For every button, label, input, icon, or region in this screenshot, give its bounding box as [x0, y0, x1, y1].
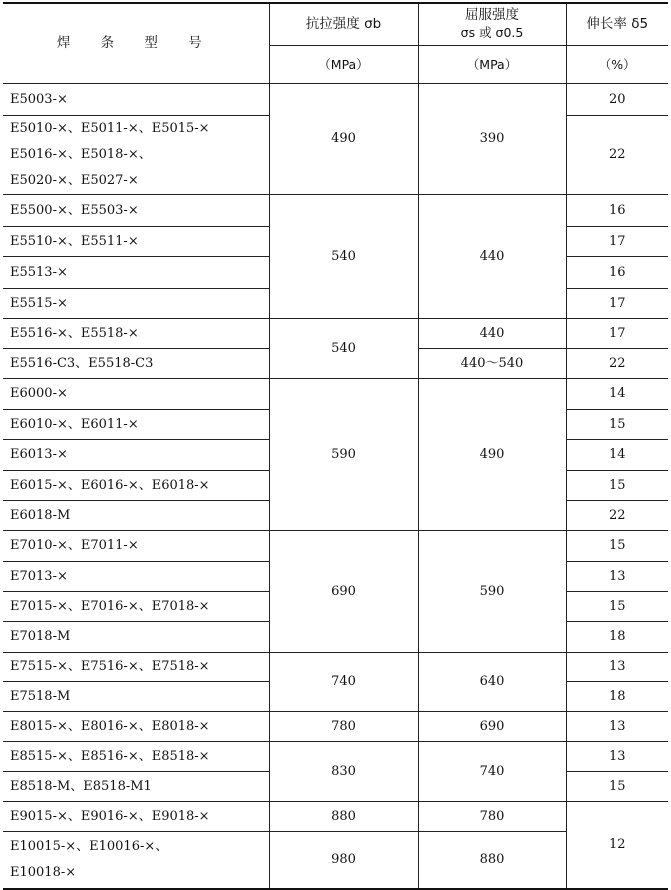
elongation-cell: 13: [566, 561, 668, 591]
tensile-cell: 490: [269, 83, 418, 194]
elongation-cell: 16: [566, 256, 668, 288]
model-line: E5020-×、E5027-×: [10, 172, 139, 188]
model-line: E5016-×、E5018-×、: [10, 146, 152, 162]
model-cell: E7018-M: [3, 621, 269, 652]
model-cell: E5516-×、E5518-×: [3, 318, 269, 348]
tensile-cell: 980: [269, 831, 418, 889]
yield-cell: 640: [418, 652, 566, 711]
elongation-cell: 15: [566, 530, 668, 561]
table-row: [3, 711, 668, 741]
model-line: E10015-×、E10016-×、: [10, 838, 169, 854]
elongation-cell: 13: [566, 652, 668, 681]
table-row: [3, 530, 668, 561]
model-cell: E8515-×、E8516-×、E8518-×: [3, 741, 269, 771]
model-cell: E6013-×: [3, 439, 269, 470]
yield-cell: 440～540: [418, 348, 566, 378]
model-cell: E5500-×、E5503-×: [3, 194, 269, 226]
model-cell: E8518-M、E8518-M1: [3, 771, 269, 801]
model-cell: E6000-×: [3, 378, 269, 409]
table-row: [3, 801, 668, 831]
tensile-cell: 880: [269, 801, 418, 831]
yield-cell: 490: [418, 378, 566, 530]
yield-cell: 740: [418, 741, 566, 801]
header-elongation: 伸长率 δ5: [566, 3, 668, 45]
tensile-cell: 830: [269, 741, 418, 801]
model-cell: E5516-C3、E5518-C3: [3, 348, 269, 378]
table-row: [3, 741, 668, 771]
header-yield-line2: σs 或 σ0.5: [460, 25, 524, 41]
elongation-cell: 20: [566, 83, 668, 115]
table-row: [3, 83, 668, 115]
elongation-cell: 15: [566, 771, 668, 801]
table-row: [3, 194, 668, 226]
elongation-cell: 22: [566, 500, 668, 530]
header-yield: [418, 3, 566, 45]
model-cell: E6010-×、E6011-×: [3, 409, 269, 439]
model-cell: E7515-×、E7516-×、E7518-×: [3, 652, 269, 681]
yield-cell: 440: [418, 194, 566, 318]
elongation-cell: 18: [566, 621, 668, 652]
model-cell: E6015-×、E6016-×、E6018-×: [3, 470, 269, 500]
elongation-cell: 17: [566, 288, 668, 318]
header-yield-line1: 屈服强度: [465, 7, 519, 24]
tensile-cell: 590: [269, 378, 418, 530]
model-cell: E8015-×、E8016-×、E8018-×: [3, 711, 269, 741]
yield-cell: 880: [418, 831, 566, 889]
yield-cell: 440: [418, 318, 566, 348]
header-model: 焊 条 型 号: [3, 3, 269, 83]
model-cell: [3, 831, 269, 889]
model-cell: E7518-M: [3, 681, 269, 711]
elongation-cell: 15: [566, 591, 668, 621]
elongation-cell: 16: [566, 194, 668, 226]
elongation-cell: 12: [566, 801, 668, 889]
yield-cell: 690: [418, 711, 566, 741]
elongation-cell: 13: [566, 711, 668, 741]
elongation-cell: 18: [566, 681, 668, 711]
tensile-cell: 780: [269, 711, 418, 741]
unit-tensile: （MPa）: [269, 45, 418, 83]
yield-cell: 590: [418, 530, 566, 652]
model-cell: E5513-×: [3, 256, 269, 288]
model-cell: E6018-M: [3, 500, 269, 530]
table-row: [3, 378, 668, 409]
elongation-cell: 14: [566, 378, 668, 409]
model-cell: E7010-×、E7011-×: [3, 530, 269, 561]
tensile-cell: 690: [269, 530, 418, 652]
table-row: [3, 318, 668, 348]
tensile-cell: 740: [269, 652, 418, 711]
header-tensile: 抗拉强度 σb: [269, 3, 418, 45]
electrode-properties-table: [3, 2, 668, 890]
model-cell: E5510-×、E5511-×: [3, 226, 269, 256]
elongation-cell: 22: [566, 115, 668, 194]
elongation-cell: 13: [566, 741, 668, 771]
model-cell: E9015-×、E9016-×、E9018-×: [3, 801, 269, 831]
table-row: [3, 652, 668, 681]
unit-elongation: （%）: [566, 45, 668, 83]
model-cell: [3, 115, 269, 194]
tensile-cell: 540: [269, 318, 418, 378]
elongation-cell: 17: [566, 318, 668, 348]
elongation-cell: 14: [566, 439, 668, 470]
elongation-cell: 22: [566, 348, 668, 378]
elongation-cell: 17: [566, 226, 668, 256]
model-cell: E7015-×、E7016-×、E7018-×: [3, 591, 269, 621]
model-line: E5010-×、E5011-×、E5015-×: [10, 120, 210, 136]
tensile-cell: 540: [269, 194, 418, 318]
header-row: [3, 3, 668, 45]
model-cell: E5003-×: [3, 83, 269, 115]
table-container: [3, 2, 668, 890]
model-cell: E7013-×: [3, 561, 269, 591]
model-line: E10018-×: [10, 864, 77, 880]
elongation-cell: 15: [566, 409, 668, 439]
unit-yield: （MPa）: [418, 45, 566, 83]
elongation-cell: 15: [566, 470, 668, 500]
yield-cell: 780: [418, 801, 566, 831]
model-cell: E5515-×: [3, 288, 269, 318]
yield-cell: 390: [418, 83, 566, 194]
